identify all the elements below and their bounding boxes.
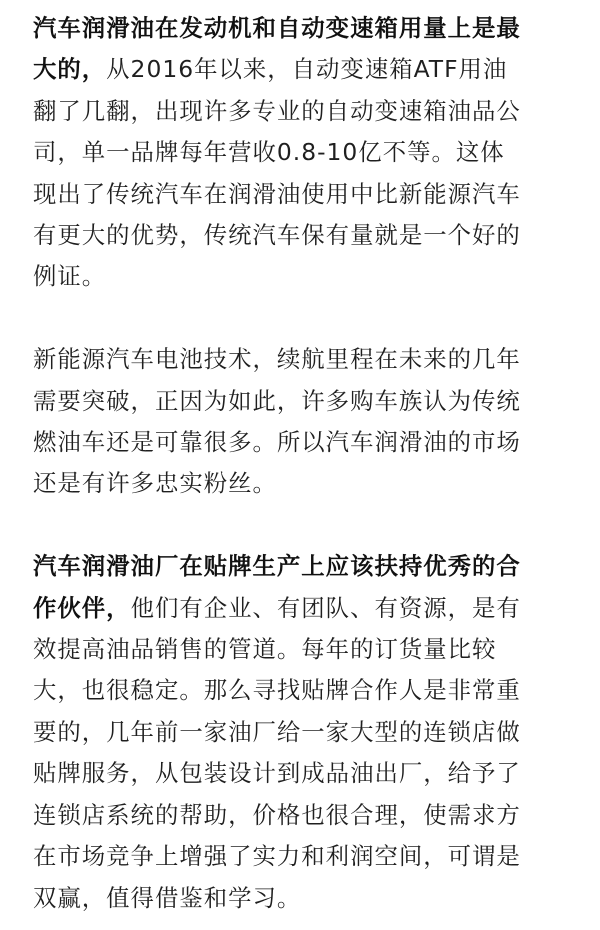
paragraph-2 [33,339,573,505]
text: 还是有许多忠实粉丝。 [33,469,277,498]
text-line [33,422,573,463]
text: 从2016年以来，自动变速箱ATF用油 [106,55,508,84]
text: 要的，几年前一家油厂给一家大型的连锁店做 [33,717,521,746]
text: 需要突破，正因为如此，许多购车族认为传统 [33,386,521,415]
text: 现出了传统汽车在润滑油使用中比新能源汽车 [33,179,521,208]
text: 有更大的优势，传统汽车保有量就是一个好的 [33,221,521,250]
text-line [33,546,573,587]
text-line [33,463,573,504]
text: 连锁店系统的帮助，价格也很合理，使需求方 [33,800,521,829]
text: 在市场竞争上增强了实力和利润空间，可谓是 [33,842,521,871]
text-line [33,215,573,256]
bold-text: 大的， [33,55,107,84]
bold-text: 作伙伴， [33,593,131,622]
text-line [33,8,573,49]
text: 大，也很稳定。那么寻找贴牌合作人是非常重 [33,676,521,705]
text-line [33,795,573,836]
text-line [33,670,573,711]
bold-text: 汽车润滑油在发动机和自动变速箱用量上是最 [33,14,521,42]
text-line [33,49,573,90]
text: 司，单一品牌每年营收0.8-10亿不等。这体 [33,138,505,167]
text-line [33,753,573,794]
text: 新能源汽车电池技术，续航里程在未来的几年 [33,345,521,374]
text: 效提高油品销售的管道。每年的订货量比较 [33,635,497,664]
text: 翻了几翻，出现许多专业的自动变速箱油品公 [33,96,521,125]
text: 他们有企业、有团队、有资源，是有 [130,593,521,622]
text-line [33,91,573,132]
text-line [33,836,573,877]
text-line [33,878,573,919]
text: 双赢，值得借鉴和学习。 [33,883,302,912]
text: 燃油车还是可靠很多。所以汽车润滑油的市场 [33,428,521,457]
text-line [33,339,573,380]
text-line [33,256,573,297]
text: 例证。 [33,262,107,291]
text: 贴牌服务，从包装设计到成品油出厂，给予了 [33,759,521,788]
text-line [33,381,573,422]
paragraph-3 [33,546,573,919]
paragraph-1 [33,8,573,298]
text-line [33,588,573,629]
article-body [33,8,573,919]
text-line [33,174,573,215]
text-line [33,132,573,173]
text-line [33,629,573,670]
text-line [33,712,573,753]
bold-text: 汽车润滑油厂在贴牌生产上应该扶持优秀的合 [33,552,521,581]
